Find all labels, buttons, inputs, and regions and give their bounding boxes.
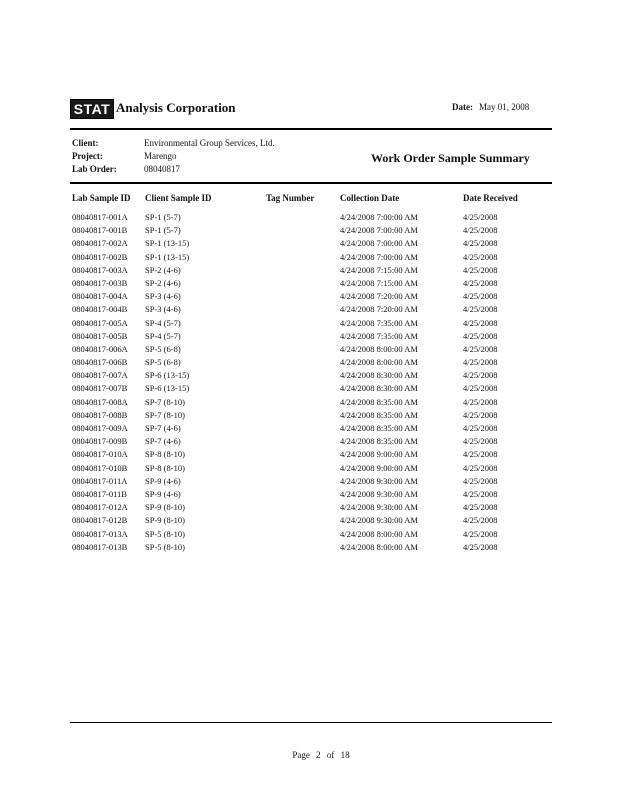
client-value: Environmental Group Services, Ltd. — [144, 138, 275, 148]
table-row — [72, 318, 552, 331]
cell-date-received: 4/25/2008 — [463, 449, 498, 460]
cell-date-received: 4/25/2008 — [463, 304, 498, 315]
cell-collection-date: 4/24/2008 9:30:00 AM — [340, 502, 418, 513]
cell-lab-sample-id: 08040817-004A — [72, 291, 128, 302]
cell-date-received: 4/25/2008 — [463, 277, 498, 288]
page-footer — [0, 750, 642, 760]
col-header-client-sample-id: Client Sample ID — [145, 193, 212, 203]
cell-collection-date: 4/24/2008 9:30:00 AM — [340, 488, 418, 499]
col-header-collection-date: Collection Date — [340, 193, 400, 203]
table-body — [72, 212, 552, 555]
table-row — [72, 410, 552, 423]
table-row — [72, 291, 552, 304]
lab-order-value: 08040817 — [144, 164, 180, 174]
cell-date-received: 4/25/2008 — [463, 462, 498, 473]
table-row — [72, 383, 552, 396]
cell-client-sample-id: SP-1 (13-15) — [145, 238, 190, 249]
cell-collection-date: 4/24/2008 8:35:00 AM — [340, 396, 418, 407]
cell-collection-date: 4/24/2008 7:35:00 AM — [340, 330, 418, 341]
cell-collection-date: 4/24/2008 7:00:00 AM — [340, 225, 418, 236]
cell-lab-sample-id: 08040817-009A — [72, 423, 128, 433]
footer-rule — [70, 722, 552, 723]
cell-date-received: 4/25/2008 — [463, 264, 498, 275]
cell-collection-date: 4/24/2008 9:00:00 AM — [340, 449, 418, 460]
cell-collection-date: 4/24/2008 8:00:00 AM — [340, 541, 418, 552]
cell-lab-sample-id: 08040817-013A — [72, 528, 128, 539]
table-row — [72, 502, 552, 515]
cell-client-sample-id: SP-7 (4-6) — [145, 436, 181, 447]
cell-client-sample-id: SP-3 (4-6) — [145, 304, 181, 315]
page-current: 2 — [316, 750, 321, 760]
cell-lab-sample-id: 08040817-008A — [72, 396, 128, 407]
cell-date-received: 4/25/2008 — [463, 212, 498, 222]
cell-date-received: 4/25/2008 — [463, 528, 498, 539]
table-row — [72, 423, 552, 436]
cell-collection-date: 4/24/2008 7:00:00 AM — [340, 212, 418, 222]
cell-client-sample-id: SP-9 (4-6) — [145, 488, 181, 499]
cell-client-sample-id: SP-5 (8-10) — [145, 528, 185, 539]
cell-client-sample-id: SP-6 (13-15) — [145, 370, 190, 381]
cell-collection-date: 4/24/2008 7:20:00 AM — [340, 291, 418, 302]
cell-lab-sample-id: 08040817-006A — [72, 343, 128, 354]
date-value: May 01, 2008 — [479, 102, 530, 112]
table-row — [72, 529, 552, 542]
cell-collection-date: 4/24/2008 7:15:00 AM — [340, 277, 418, 288]
cell-date-received: 4/25/2008 — [463, 396, 498, 407]
cell-lab-sample-id: 08040817-010B — [72, 462, 128, 473]
cell-lab-sample-id: 08040817-011B — [72, 488, 127, 499]
cell-collection-date: 4/24/2008 9:00:00 AM — [340, 462, 418, 473]
cell-client-sample-id: SP-8 (8-10) — [145, 462, 185, 473]
cell-lab-sample-id: 08040817-009B — [72, 436, 128, 447]
table-row — [72, 212, 552, 225]
cell-client-sample-id: SP-7 (8-10) — [145, 409, 185, 420]
table-row — [72, 542, 552, 555]
cell-client-sample-id: SP-4 (5-7) — [145, 330, 181, 341]
cell-lab-sample-id: 08040817-005A — [72, 317, 128, 328]
cell-lab-sample-id: 08040817-010A — [72, 449, 128, 460]
client-label: Client: — [72, 138, 99, 148]
cell-date-received: 4/25/2008 — [463, 541, 498, 552]
cell-collection-date: 4/24/2008 8:00:00 AM — [340, 528, 418, 539]
stat-logo: STAT — [70, 99, 114, 119]
cell-lab-sample-id: 08040817-007B — [72, 383, 128, 394]
header-rule — [70, 128, 552, 130]
col-header-date-received: Date Received — [463, 193, 518, 203]
cell-date-received: 4/25/2008 — [463, 291, 498, 302]
table-row — [72, 489, 552, 502]
cell-date-received: 4/25/2008 — [463, 515, 498, 526]
info-rule — [70, 182, 552, 184]
cell-lab-sample-id: 08040817-012B — [72, 515, 128, 526]
cell-collection-date: 4/24/2008 7:00:00 AM — [340, 251, 418, 262]
cell-lab-sample-id: 08040817-011A — [72, 475, 128, 486]
page-of: of — [326, 750, 335, 760]
cell-lab-sample-id: 08040817-013B — [72, 541, 128, 552]
table-row — [72, 515, 552, 528]
table-row — [72, 449, 552, 462]
cell-client-sample-id: SP-7 (8-10) — [145, 396, 185, 407]
cell-lab-sample-id: 08040817-001A — [72, 212, 128, 222]
page-total: 18 — [340, 750, 350, 760]
cell-date-received: 4/25/2008 — [463, 225, 498, 236]
cell-client-sample-id: SP-8 (8-10) — [145, 449, 185, 460]
cell-client-sample-id: SP-7 (4-6) — [145, 423, 181, 433]
cell-collection-date: 4/24/2008 8:35:00 AM — [340, 436, 418, 447]
table-row — [72, 476, 552, 489]
cell-client-sample-id: SP-9 (8-10) — [145, 502, 185, 513]
cell-collection-date: 4/24/2008 8:30:00 AM — [340, 383, 418, 394]
cell-lab-sample-id: 08040817-012A — [72, 502, 128, 513]
cell-date-received: 4/25/2008 — [463, 488, 498, 499]
cell-collection-date: 4/24/2008 7:35:00 AM — [340, 317, 418, 328]
cell-date-received: 4/25/2008 — [463, 251, 498, 262]
cell-client-sample-id: SP-1 (5-7) — [145, 212, 181, 222]
date-label: Date: — [452, 102, 473, 112]
cell-date-received: 4/25/2008 — [463, 317, 498, 328]
cell-date-received: 4/25/2008 — [463, 343, 498, 354]
cell-collection-date: 4/24/2008 8:30:00 AM — [340, 370, 418, 381]
table-row — [72, 265, 552, 278]
cell-client-sample-id: SP-1 (5-7) — [145, 225, 181, 236]
table-row — [72, 370, 552, 383]
cell-client-sample-id: SP-6 (13-15) — [145, 383, 190, 394]
page-word: Page — [292, 750, 310, 760]
table-row — [72, 331, 552, 344]
cell-lab-sample-id: 08040817-001B — [72, 225, 128, 236]
table-row — [72, 225, 552, 238]
cell-lab-sample-id: 08040817-003A — [72, 264, 128, 275]
cell-lab-sample-id: 08040817-002A — [72, 238, 128, 249]
table-row — [72, 238, 552, 251]
table-row — [72, 463, 552, 476]
project-value: Marengo — [144, 151, 177, 161]
cell-client-sample-id: SP-9 (4-6) — [145, 475, 181, 486]
table-row — [72, 278, 552, 291]
cell-client-sample-id: SP-5 (6-8) — [145, 343, 181, 354]
cell-client-sample-id: SP-2 (4-6) — [145, 264, 181, 275]
cell-lab-sample-id: 08040817-003B — [72, 277, 128, 288]
table-row — [72, 304, 552, 317]
cell-client-sample-id: SP-9 (8-10) — [145, 515, 185, 526]
cell-lab-sample-id: 08040817-008B — [72, 409, 128, 420]
cell-collection-date: 4/24/2008 9:30:00 AM — [340, 515, 418, 526]
cell-date-received: 4/25/2008 — [463, 436, 498, 447]
cell-client-sample-id: SP-4 (5-7) — [145, 317, 181, 328]
table-row — [72, 357, 552, 370]
cell-lab-sample-id: 08040817-007A — [72, 370, 128, 381]
table-row — [72, 252, 552, 265]
cell-date-received: 4/25/2008 — [463, 357, 498, 368]
cell-date-received: 4/25/2008 — [463, 238, 498, 249]
cell-date-received: 4/25/2008 — [463, 370, 498, 381]
cell-date-received: 4/25/2008 — [463, 502, 498, 513]
project-label: Project: — [72, 151, 103, 161]
cell-collection-date: 4/24/2008 8:00:00 AM — [340, 357, 418, 368]
cell-date-received: 4/25/2008 — [463, 383, 498, 394]
table-row — [72, 397, 552, 410]
document-header — [70, 99, 540, 119]
cell-lab-sample-id: 08040817-002B — [72, 251, 128, 262]
cell-date-received: 4/25/2008 — [463, 423, 498, 433]
table-row — [72, 344, 552, 357]
table-row — [72, 436, 552, 449]
cell-client-sample-id: SP-1 (13-15) — [145, 251, 190, 262]
col-header-lab-sample-id: Lab Sample ID — [72, 193, 131, 203]
cell-lab-sample-id: 08040817-005B — [72, 330, 128, 341]
lab-order-label: Lab Order: — [72, 164, 117, 174]
cell-client-sample-id: SP-5 (8-10) — [145, 541, 185, 552]
cell-date-received: 4/25/2008 — [463, 409, 498, 420]
cell-date-received: 4/25/2008 — [463, 475, 498, 486]
cell-collection-date: 4/24/2008 7:00:00 AM — [340, 238, 418, 249]
client-row — [72, 138, 552, 151]
cell-client-sample-id: SP-3 (4-6) — [145, 291, 181, 302]
cell-collection-date: 4/24/2008 8:35:00 AM — [340, 423, 418, 433]
company-name: Analysis Corporation — [116, 100, 236, 115]
cell-lab-sample-id: 08040817-006B — [72, 357, 128, 368]
cell-collection-date: 4/24/2008 9:30:00 AM — [340, 475, 418, 486]
cell-collection-date: 4/24/2008 7:15:00 AM — [340, 264, 418, 275]
col-header-tag-number: Tag Number — [266, 193, 315, 203]
page-title: Work Order Sample Summary — [371, 151, 530, 165]
cell-client-sample-id: SP-5 (6-8) — [145, 357, 181, 368]
cell-lab-sample-id: 08040817-004B — [72, 304, 128, 315]
sample-table — [72, 193, 552, 555]
cell-collection-date: 4/24/2008 7:20:00 AM — [340, 304, 418, 315]
cell-date-received: 4/25/2008 — [463, 330, 498, 341]
table-header — [72, 193, 552, 211]
cell-collection-date: 4/24/2008 8:35:00 AM — [340, 409, 418, 420]
cell-collection-date: 4/24/2008 8:00:00 AM — [340, 343, 418, 354]
cell-client-sample-id: SP-2 (4-6) — [145, 277, 181, 288]
